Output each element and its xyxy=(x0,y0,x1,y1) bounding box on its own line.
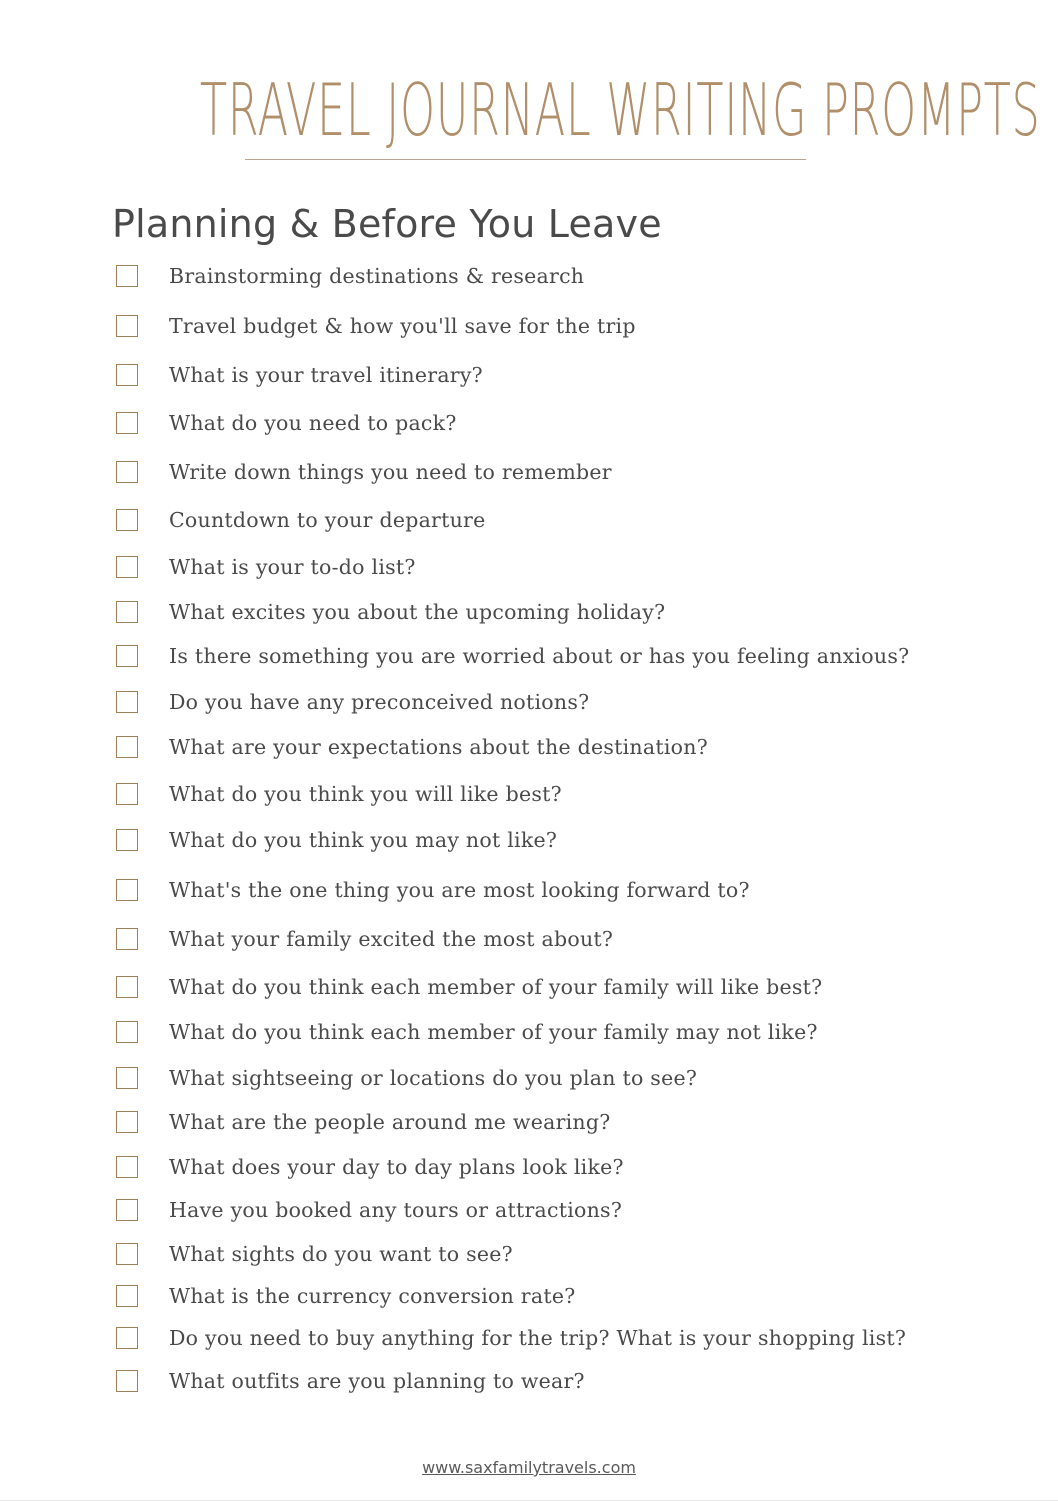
checklist-item[interactable] xyxy=(116,1323,906,1353)
checkbox[interactable] xyxy=(116,829,138,851)
checklist-item-label: Travel budget & how you'll save for the trip xyxy=(169,314,636,338)
checklist-item-label: What does your day to day plans look like? xyxy=(169,1155,624,1179)
checkbox[interactable] xyxy=(116,691,138,713)
checklist-item[interactable] xyxy=(116,1107,611,1137)
checklist-item[interactable] xyxy=(116,779,562,809)
checkbox[interactable] xyxy=(116,1327,138,1349)
checkbox[interactable] xyxy=(116,364,138,386)
checkbox[interactable] xyxy=(116,736,138,758)
checklist-item[interactable] xyxy=(116,408,457,438)
checklist-item[interactable] xyxy=(116,1152,624,1182)
checklist-item-label: What is your travel itinerary? xyxy=(169,363,483,387)
checklist-item-label: What your family excited the most about? xyxy=(169,927,614,951)
checklist-item[interactable] xyxy=(116,732,708,762)
checklist-item-label: What do you think you may not like? xyxy=(169,828,558,852)
checklist-item[interactable] xyxy=(116,687,589,717)
checklist-item-label: What do you think each member of your family may not like? xyxy=(169,1020,818,1044)
checklist-item[interactable] xyxy=(116,311,636,341)
checkbox[interactable] xyxy=(116,879,138,901)
checklist-item-label: Countdown to your departure xyxy=(169,508,486,532)
checklist-item-label: What are your expectations about the destination? xyxy=(169,735,708,759)
checkbox[interactable] xyxy=(116,1021,138,1043)
checkbox[interactable] xyxy=(116,601,138,623)
page-bottom-divider xyxy=(0,1500,1058,1501)
checklist-item[interactable] xyxy=(116,597,665,627)
checklist-item-label: What is the currency conversion rate? xyxy=(169,1284,576,1308)
checklist-item-label: What are the people around me wearing? xyxy=(169,1110,611,1134)
checklist-item[interactable] xyxy=(116,261,584,291)
checkbox[interactable] xyxy=(116,645,138,667)
checklist-item[interactable] xyxy=(116,1063,697,1093)
checklist-item[interactable] xyxy=(116,505,485,535)
checklist-item[interactable] xyxy=(116,924,613,954)
checkbox[interactable] xyxy=(116,783,138,805)
checklist-item[interactable] xyxy=(116,825,557,855)
checkbox[interactable] xyxy=(116,412,138,434)
checkbox[interactable] xyxy=(116,265,138,287)
checklist-item[interactable] xyxy=(116,1239,513,1269)
checklist-item-label: Is there something you are worried about or has you feeling anxious? xyxy=(169,644,910,668)
checklist-item-label: What outfits are you planning to wear? xyxy=(169,1369,585,1393)
checklist-item-label: What's the one thing you are most looking forward to? xyxy=(169,878,750,902)
checklist-item[interactable] xyxy=(116,875,750,905)
checkbox[interactable] xyxy=(116,1199,138,1221)
checklist-item[interactable] xyxy=(116,360,483,390)
checkbox[interactable] xyxy=(116,1370,138,1392)
checklist-item[interactable] xyxy=(116,1017,818,1047)
checkbox[interactable] xyxy=(116,1111,138,1133)
checklist-item[interactable] xyxy=(116,972,822,1002)
checkbox[interactable] xyxy=(116,976,138,998)
checklist-item-label: Do you need to buy anything for the trip? What is your shopping list? xyxy=(169,1326,907,1350)
checklist-item-label: What is your to-do list? xyxy=(169,555,416,579)
website-link[interactable]: www.saxfamilytravels.com xyxy=(422,1458,636,1477)
checklist-item-label: Have you booked any tours or attractions? xyxy=(169,1198,623,1222)
checkbox[interactable] xyxy=(116,509,138,531)
checkbox[interactable] xyxy=(116,1285,138,1307)
checklist-item[interactable] xyxy=(116,1195,622,1225)
checklist-item-label: What do you need to pack? xyxy=(169,411,457,435)
checklist-item[interactable] xyxy=(116,457,612,487)
checkbox[interactable] xyxy=(116,556,138,578)
checklist-item[interactable] xyxy=(116,641,909,671)
checkbox[interactable] xyxy=(116,1243,138,1265)
checkbox[interactable] xyxy=(116,315,138,337)
page-title: TRAVEL JOURNAL WRITING PROMPTS xyxy=(199,68,1041,152)
checklist-item[interactable] xyxy=(116,552,416,582)
footer xyxy=(0,1458,1058,1477)
checkbox[interactable] xyxy=(116,1156,138,1178)
checkbox[interactable] xyxy=(116,928,138,950)
checklist-item-label: What excites you about the upcoming holiday? xyxy=(169,600,666,624)
section-heading: Planning & Before You Leave xyxy=(112,202,662,246)
checklist-item-label: What sights do you want to see? xyxy=(169,1242,513,1266)
title-divider xyxy=(245,159,806,160)
checklist-item-label: Do you have any preconceived notions? xyxy=(169,690,590,714)
checklist-item-label: Brainstorming destinations & research xyxy=(169,264,585,288)
checklist-item-label: What do you think each member of your family will like best? xyxy=(169,975,823,999)
checklist-item[interactable] xyxy=(116,1281,575,1311)
checkbox[interactable] xyxy=(116,461,138,483)
checklist-item-label: What do you think you will like best? xyxy=(169,782,562,806)
checklist-item[interactable] xyxy=(116,1366,585,1396)
checklist-item-label: What sightseeing or locations do you plan to see? xyxy=(169,1066,698,1090)
checklist-item-label: Write down things you need to remember xyxy=(169,460,612,484)
checkbox[interactable] xyxy=(116,1067,138,1089)
